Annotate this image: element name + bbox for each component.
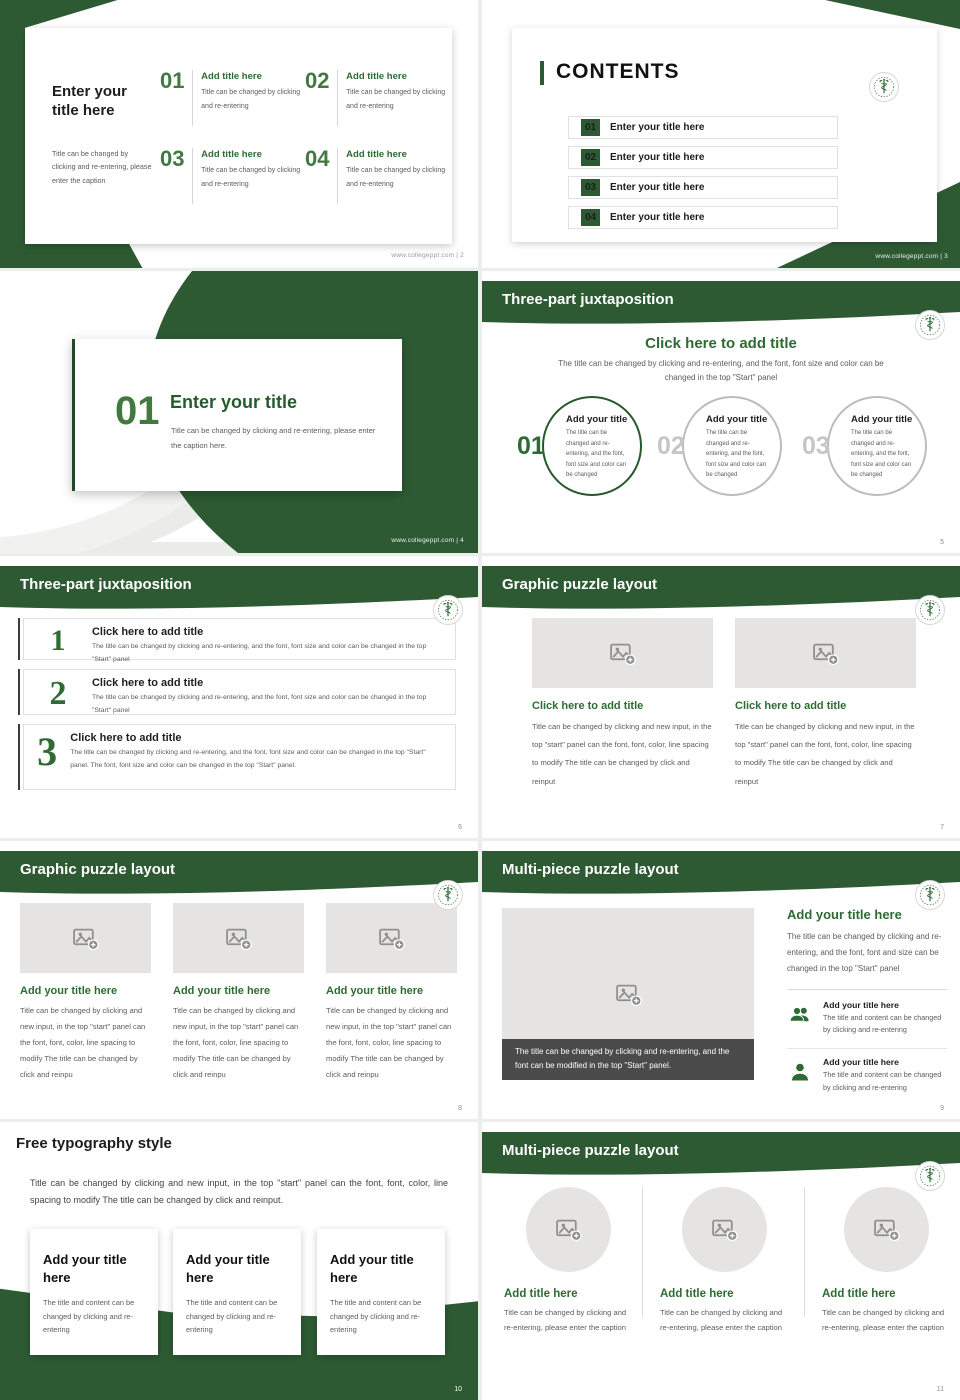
list-item <box>305 70 446 126</box>
circle-number: 02 <box>657 432 685 460</box>
content-body: The title can be changed by clicking and re-entering, and the font, font and size can be changed in the top "Start" panel <box>787 932 942 973</box>
circle-item <box>657 396 807 501</box>
caduceus-seal-icon <box>433 880 463 910</box>
circle-body: The title can be changed and re-entering, and the font, font size and color can be changed <box>851 430 912 478</box>
section-title: Enter your title <box>170 392 298 412</box>
content-intro: Title can be changed by clicking and new input, in the top "start" panel can the font, font, color, line spacing to modify The title can be changed by click and reinput. <box>30 1178 448 1205</box>
numbered-row <box>18 669 456 715</box>
image-caption-bar: The title can be changed by clicking and re-entering, and the font can be modified in the top "Start" panel. <box>502 1039 754 1080</box>
item-body: Title can be changed by clicking and re-entering <box>201 167 301 188</box>
contents-item <box>568 116 838 139</box>
item-number-chip: 03 <box>581 179 600 196</box>
item-number-chip: 01 <box>581 119 600 136</box>
header-title: Graphic puzzle layout <box>20 861 176 878</box>
row-body: The title can be changed by clicking and re-entering, and the font, font size and color can be changed in the top "Start" panel <box>91 694 427 714</box>
people-icon <box>787 1003 813 1027</box>
banner-wave <box>0 882 478 898</box>
item-title: Add title here <box>201 149 262 160</box>
contents-title: CONTENTS <box>556 60 680 83</box>
column-body: Title can be changed by clicking and new input, in the top "start" panel can the font, font, color, line spacing to modify The title can be changed by click and reinpu <box>326 1006 452 1079</box>
column-title: Add your title here <box>173 985 271 997</box>
slide-caption: Title can be changed by clicking and re-entering, please enter the caption <box>52 148 152 185</box>
add-image-icon <box>609 641 636 666</box>
row-accent-line <box>18 724 20 790</box>
circle-number: 01 <box>517 432 545 460</box>
column-body: Title can be changed by clicking and new input, in the top "start" panel can the font, font, color, line spacing to modify The title can be changed by click and reinpu <box>173 1006 299 1079</box>
slide-thumbnail-7[interactable] <box>0 841 478 1119</box>
add-image-icon <box>72 926 99 951</box>
page-number: 10 <box>454 1386 462 1393</box>
image-placeholder[interactable] <box>844 1187 929 1272</box>
image-placeholder[interactable] <box>682 1187 767 1272</box>
slide-thumbnail-2[interactable] <box>482 0 960 268</box>
card-title: Add your title here <box>43 1252 127 1286</box>
circle-title: Add your title <box>706 414 768 425</box>
item-body: Title can be changed by clicking and re-entering <box>346 167 446 188</box>
divider <box>192 70 193 126</box>
feature-title: Add your title here <box>823 1000 899 1010</box>
divider <box>642 1187 643 1317</box>
card-body: The title and content can be changed by clicking and re-entering <box>43 1298 135 1335</box>
feature-body: The title and content can be changed by clicking and re-entering <box>823 1070 942 1092</box>
header-title: Multi-piece puzzle layout <box>502 1142 679 1159</box>
banner-wave <box>482 1163 960 1179</box>
content-column <box>326 903 457 1083</box>
row-number: 1 <box>50 624 66 657</box>
feature-item <box>787 1000 947 1042</box>
card-title: Add your title here <box>330 1252 414 1286</box>
item-number-chip: 02 <box>581 149 600 166</box>
slide-thumbnail-8[interactable] <box>482 841 960 1119</box>
image-placeholder[interactable] <box>532 618 713 688</box>
divider <box>337 148 338 204</box>
page-number: 6 <box>458 824 462 831</box>
circle-body: The title can be changed and re-entering, and the font, font size and color can be changed <box>706 430 767 478</box>
item-title: Add title here <box>346 149 407 160</box>
image-placeholder[interactable] <box>326 903 457 973</box>
content-column <box>173 903 304 1083</box>
circle-body: The title can be changed and re-entering, and the font, font size and color can be changed <box>566 430 627 478</box>
slide-thumbnail-1[interactable] <box>0 0 478 268</box>
row-body: The title can be changed by clicking and re-entering, and the font, font size and color can be changed in the top "Start" panel. The font, font size and color can be changed in the top "Start" panel. <box>70 749 426 769</box>
row-title: Click here to add title <box>91 677 204 689</box>
column-body: Title can be changed by clicking and new input, in the top "start" panel can the font, font, color, line spacing to modify The title can be changed by click and reinput <box>735 722 915 786</box>
page-number: 7 <box>940 824 944 831</box>
item-number-chip: 04 <box>581 209 600 226</box>
numbered-row <box>18 618 456 663</box>
circle-item <box>517 396 667 501</box>
slide-thumbnail-3[interactable] <box>0 271 478 553</box>
item-label: Enter your title here <box>610 212 705 223</box>
banner-wave <box>482 597 960 613</box>
list-item <box>160 148 301 204</box>
add-image-icon <box>225 926 252 951</box>
slide-thumbnail-5[interactable] <box>0 556 478 838</box>
row-body: The title can be changed by clicking and re-entering, and the font, font size and color can be changed in the top "Start" panel <box>91 643 427 663</box>
text-card <box>317 1229 445 1355</box>
content-title: Free typography style <box>16 1135 172 1152</box>
title-accent-bar <box>540 61 544 85</box>
feature-item <box>787 1048 947 1099</box>
item-number: 04 <box>305 146 330 171</box>
content-column <box>822 1187 950 1335</box>
content-column <box>532 618 713 791</box>
caduceus-seal-icon <box>915 880 945 910</box>
footer-link: www.collegeppt.com | 2 <box>391 252 464 259</box>
caduceus-seal-icon <box>915 595 945 625</box>
content-column <box>660 1187 788 1335</box>
divider <box>337 70 338 126</box>
divider <box>192 148 193 204</box>
feature-title: Add your title here <box>823 1057 899 1068</box>
column-title: Add title here <box>822 1288 896 1300</box>
list-item <box>160 70 301 126</box>
caduceus-seal-icon <box>915 1161 945 1191</box>
caduceus-seal-icon <box>915 310 945 340</box>
header-banner <box>0 566 478 612</box>
column-title: Add your title here <box>326 985 424 997</box>
header-title: Graphic puzzle layout <box>502 576 658 593</box>
circle-title: Add your title <box>566 414 628 425</box>
item-body: Title can be changed by clicking and re-entering <box>346 89 446 110</box>
card-body: The title and content can be changed by clicking and re-entering <box>330 1298 422 1335</box>
caduceus-seal-icon <box>433 595 463 625</box>
divider <box>787 989 947 990</box>
circle-item <box>802 396 952 501</box>
header-banner <box>482 281 960 327</box>
content-subtitle: The title can be changed by clicking and re-entering, and the font, font size and color can be changed in the top "Start" panel <box>558 359 884 382</box>
slide-card <box>72 339 402 491</box>
column-body: Title can be changed by clicking and new input, in the top "start" panel can the font, font, color, line spacing to modify The title can be changed by click and reinpu <box>20 1006 146 1079</box>
column-body: Title can be changed by clicking and new input, in the top "start" panel can the font, font, color, line spacing to modify The title can be changed by click and reinput <box>532 722 712 786</box>
add-image-icon <box>873 1217 900 1242</box>
banner-wave <box>0 597 478 613</box>
slide-title: Enter your title here <box>52 83 128 119</box>
content-title: Add your title here <box>787 907 902 922</box>
slide-thumbnail-9[interactable] <box>0 1122 478 1400</box>
footer-link: www.collegeppt.com | 3 <box>875 253 948 260</box>
column-title: Click here to add title <box>532 700 644 712</box>
numbered-row <box>18 724 456 790</box>
page-number: 9 <box>940 1105 944 1112</box>
item-body: Title can be changed by clicking and re-entering <box>201 89 301 110</box>
green-corner-shape <box>825 0 960 29</box>
content-column <box>20 903 151 1083</box>
section-number: 01 <box>115 389 160 433</box>
card-title: Add your title here <box>186 1252 270 1286</box>
row-accent-line <box>18 618 20 660</box>
slide-card <box>512 28 937 242</box>
column-body: Title can be changed by clicking and re-entering, please enter the caption <box>504 1308 627 1333</box>
text-card <box>173 1229 301 1355</box>
item-label: Enter your title here <box>610 152 705 163</box>
footer-link: www.collegeppt.com | 4 <box>391 537 464 544</box>
slide-thumbnail-10[interactable] <box>482 1122 960 1400</box>
divider <box>804 1187 805 1317</box>
person-icon <box>787 1060 813 1084</box>
text-card <box>30 1229 158 1355</box>
column-title: Add title here <box>504 1288 578 1300</box>
header-title: Three-part juxtaposition <box>20 576 192 593</box>
item-number: 03 <box>160 146 185 171</box>
feature-body: The title and content can be changed by clicking and re-entering <box>823 1013 942 1035</box>
header-banner <box>0 851 478 897</box>
content-column <box>735 618 916 791</box>
header-banner <box>482 566 960 612</box>
row-title: Click here to add title <box>91 626 204 638</box>
column-body: Title can be changed by clicking and re-entering, please enter the caption <box>660 1308 783 1333</box>
page-number: 5 <box>940 539 944 546</box>
section-body: Title can be changed by clicking and re-entering, please enter the caption here. <box>171 426 376 450</box>
header-banner <box>482 851 960 897</box>
item-number: 01 <box>160 68 185 93</box>
add-image-icon <box>615 982 642 1007</box>
content-column <box>504 1187 632 1335</box>
header-title: Three-part juxtaposition <box>502 291 674 308</box>
add-image-icon <box>555 1217 582 1242</box>
item-label: Enter your title here <box>610 182 705 193</box>
contents-item <box>568 146 838 169</box>
circle-title: Add your title <box>851 414 913 425</box>
header-title: Multi-piece puzzle layout <box>502 861 679 878</box>
page-number: 8 <box>458 1105 462 1112</box>
row-title: Click here to add title <box>70 732 182 744</box>
column-body: Title can be changed by clicking and re-entering, please enter the caption <box>822 1308 945 1333</box>
image-placeholder[interactable] <box>20 903 151 973</box>
item-title: Add title here <box>346 71 407 82</box>
contents-item <box>568 176 838 199</box>
list-item <box>305 148 446 204</box>
add-image-icon <box>378 926 405 951</box>
slide-thumbnail-4[interactable] <box>482 271 960 553</box>
column-title: Add title here <box>660 1288 734 1300</box>
item-number: 02 <box>305 68 330 93</box>
image-placeholder[interactable] <box>526 1187 611 1272</box>
caduceus-seal-icon <box>869 72 899 102</box>
row-number: 3 <box>37 729 58 774</box>
item-label: Enter your title here <box>610 122 705 133</box>
banner-wave <box>482 312 960 328</box>
slide-card <box>25 28 452 244</box>
column-title: Add your title here <box>20 985 118 997</box>
image-placeholder[interactable] <box>173 903 304 973</box>
content-title: Click here to add title <box>645 335 797 352</box>
contents-item <box>568 206 838 229</box>
card-body: The title and content can be changed by clicking and re-entering <box>186 1298 278 1335</box>
add-image-icon <box>812 641 839 666</box>
row-accent-line <box>18 669 20 715</box>
circle-number: 03 <box>802 432 830 460</box>
item-title: Add title here <box>201 71 262 82</box>
header-banner <box>482 1132 960 1178</box>
slide-thumbnail-6[interactable] <box>482 556 960 838</box>
row-number: 2 <box>49 675 67 712</box>
page-number: 11 <box>936 1386 944 1393</box>
banner-wave <box>482 882 960 898</box>
image-placeholder[interactable] <box>735 618 916 688</box>
column-title: Click here to add title <box>735 700 847 712</box>
add-image-icon <box>711 1217 738 1242</box>
